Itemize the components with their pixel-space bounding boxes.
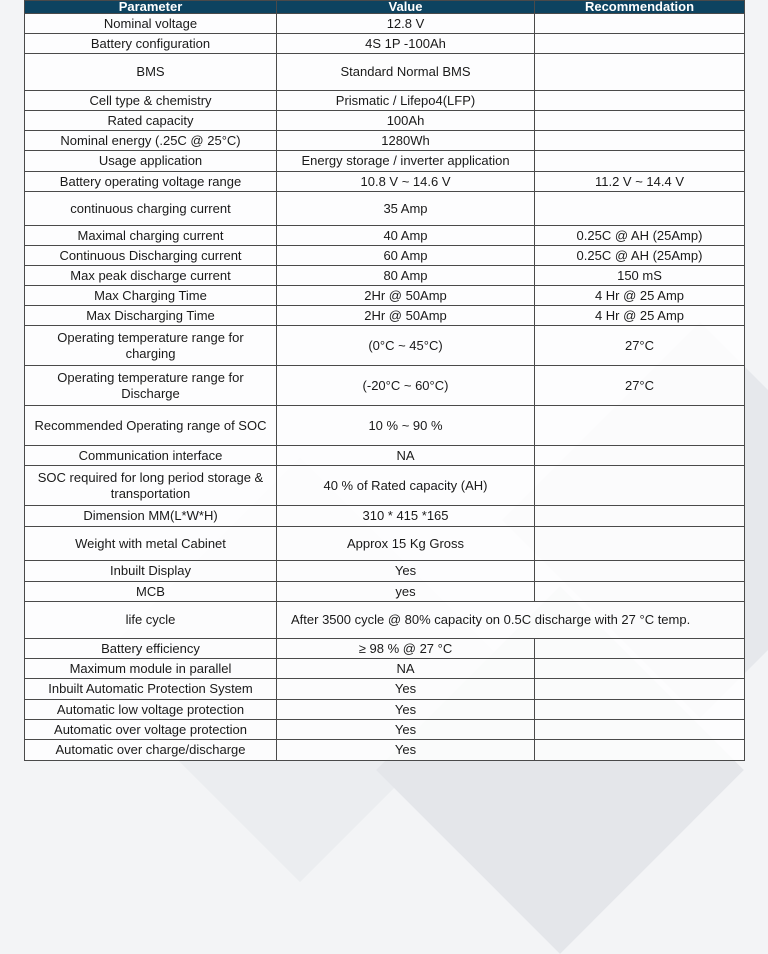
value-cell: 40 % of Rated capacity (AH)	[277, 466, 535, 506]
value-cell: Approx 15 Kg Gross	[277, 527, 535, 561]
rec-cell	[535, 151, 745, 172]
value-cell: 2Hr @ 50Amp	[277, 306, 535, 326]
param-cell: Automatic over charge/discharge	[25, 740, 277, 761]
rec-cell: 4 Hr @ 25 Amp	[535, 306, 745, 326]
table-row	[25, 659, 745, 679]
value-cell: Yes	[277, 679, 535, 700]
table-row	[25, 34, 745, 54]
rec-cell: 27°C	[535, 326, 745, 366]
rec-cell	[535, 527, 745, 561]
table-row	[25, 111, 745, 131]
rec-cell	[535, 582, 745, 602]
rec-cell	[535, 639, 745, 659]
value-cell: Standard Normal BMS	[277, 54, 535, 91]
value-cell: yes	[277, 582, 535, 602]
rec-cell	[535, 446, 745, 466]
param-cell: Nominal energy (.25C @ 25°C)	[25, 131, 277, 151]
table-row	[25, 192, 745, 226]
value-cell: Yes	[277, 720, 535, 740]
table-row	[25, 582, 745, 602]
table-row	[25, 246, 745, 266]
param-cell: Inbuilt Automatic Protection System	[25, 679, 277, 700]
param-cell: Communication interface	[25, 446, 277, 466]
rec-cell	[535, 131, 745, 151]
header-recommendation: Recommendation	[535, 1, 745, 14]
param-cell: Automatic over voltage protection	[25, 720, 277, 740]
param-cell: Battery configuration	[25, 34, 277, 54]
value-cell: NA	[277, 659, 535, 679]
spec-table	[24, 0, 745, 761]
param-cell: Usage application	[25, 151, 277, 172]
table-row	[25, 639, 745, 659]
table-row	[25, 54, 745, 91]
param-cell: Battery operating voltage range	[25, 172, 277, 192]
param-cell: SOC required for long period storage & transportation	[25, 466, 277, 506]
table-row	[25, 406, 745, 446]
table-row	[25, 306, 745, 326]
table-row	[25, 14, 745, 34]
value-cell: Energy storage / inverter application	[277, 151, 535, 172]
table-row	[25, 740, 745, 761]
table-row	[25, 366, 745, 406]
table-row	[25, 561, 745, 582]
value-cell: 2Hr @ 50Amp	[277, 286, 535, 306]
table-row	[25, 266, 745, 286]
table-row	[25, 506, 745, 527]
table-row	[25, 131, 745, 151]
param-cell: continuous charging current	[25, 192, 277, 226]
rec-cell: 11.2 V ~ 14.4 V	[535, 172, 745, 192]
table-row	[25, 466, 745, 506]
param-cell: Operating temperature range for charging	[25, 326, 277, 366]
table-row	[25, 527, 745, 561]
value-cell: 4S 1P -100Ah	[277, 34, 535, 54]
param-cell: Inbuilt Display	[25, 561, 277, 582]
value-cell: 35 Amp	[277, 192, 535, 226]
table-row	[25, 602, 745, 639]
value-cell: Yes	[277, 561, 535, 582]
table-row	[25, 679, 745, 700]
param-cell: Weight with metal Cabinet	[25, 527, 277, 561]
rec-cell	[535, 406, 745, 446]
value-cell: 12.8 V	[277, 14, 535, 34]
param-cell: BMS	[25, 54, 277, 91]
rec-cell: 4 Hr @ 25 Amp	[535, 286, 745, 306]
param-cell: Maximum module in parallel	[25, 659, 277, 679]
value-cell: 1280Wh	[277, 131, 535, 151]
param-cell: life cycle	[25, 602, 277, 639]
rec-cell	[535, 506, 745, 527]
param-cell: Automatic low voltage protection	[25, 700, 277, 720]
table-row	[25, 172, 745, 192]
header-parameter: Parameter	[25, 1, 277, 14]
param-cell: Battery efficiency	[25, 639, 277, 659]
rec-cell: 150 mS	[535, 266, 745, 286]
rec-cell	[535, 54, 745, 91]
rec-cell: 27°C	[535, 366, 745, 406]
value-cell: 10 % ~ 90 %	[277, 406, 535, 446]
value-cell: 60 Amp	[277, 246, 535, 266]
table-row	[25, 720, 745, 740]
table-row	[25, 446, 745, 466]
rec-cell	[535, 192, 745, 226]
rec-cell	[535, 466, 745, 506]
rec-cell	[535, 561, 745, 582]
value-cell: 100Ah	[277, 111, 535, 131]
rec-cell	[535, 14, 745, 34]
table-row	[25, 326, 745, 366]
param-cell: Nominal voltage	[25, 14, 277, 34]
value-cell: (0°C ~ 45°C)	[277, 326, 535, 366]
param-cell: Max Discharging Time	[25, 306, 277, 326]
rec-cell	[535, 111, 745, 131]
param-cell: Continuous Discharging current	[25, 246, 277, 266]
value-cell: 80 Amp	[277, 266, 535, 286]
param-cell: Maximal charging current	[25, 226, 277, 246]
param-cell: Rated capacity	[25, 111, 277, 131]
table-row	[25, 151, 745, 172]
param-cell: Max peak discharge current	[25, 266, 277, 286]
value-cell: Yes	[277, 700, 535, 720]
spec-table-container	[24, 0, 744, 761]
param-cell: Recommended Operating range of SOC	[25, 406, 277, 446]
param-cell: Cell type & chemistry	[25, 91, 277, 111]
table-row	[25, 700, 745, 720]
rec-cell	[535, 34, 745, 54]
rec-cell	[535, 700, 745, 720]
table-row	[25, 286, 745, 306]
value-cell: ≥ 98 % @ 27 °C	[277, 639, 535, 659]
value-cell: NA	[277, 446, 535, 466]
table-row	[25, 226, 745, 246]
rec-cell	[535, 91, 745, 111]
param-cell: Max Charging Time	[25, 286, 277, 306]
rec-cell	[535, 659, 745, 679]
rec-cell: 0.25C @ AH (25Amp)	[535, 226, 745, 246]
value-cell: 10.8 V ~ 14.6 V	[277, 172, 535, 192]
value-cell: After 3500 cycle @ 80% capacity on 0.5C discharge with 27 °C temp.	[277, 602, 745, 639]
param-cell: Dimension MM(L*W*H)	[25, 506, 277, 527]
value-cell: 310 * 415 *165	[277, 506, 535, 527]
param-cell: Operating temperature range for Discharge	[25, 366, 277, 406]
value-cell: Yes	[277, 740, 535, 761]
header-value: Value	[277, 1, 535, 14]
value-cell: (-20°C ~ 60°C)	[277, 366, 535, 406]
table-row	[25, 91, 745, 111]
value-cell: 40 Amp	[277, 226, 535, 246]
value-cell: Prismatic / Lifepo4(LFP)	[277, 91, 535, 111]
table-header-row	[25, 1, 745, 14]
rec-cell: 0.25C @ AH (25Amp)	[535, 246, 745, 266]
rec-cell	[535, 679, 745, 700]
param-cell: MCB	[25, 582, 277, 602]
rec-cell	[535, 720, 745, 740]
rec-cell	[535, 740, 745, 761]
